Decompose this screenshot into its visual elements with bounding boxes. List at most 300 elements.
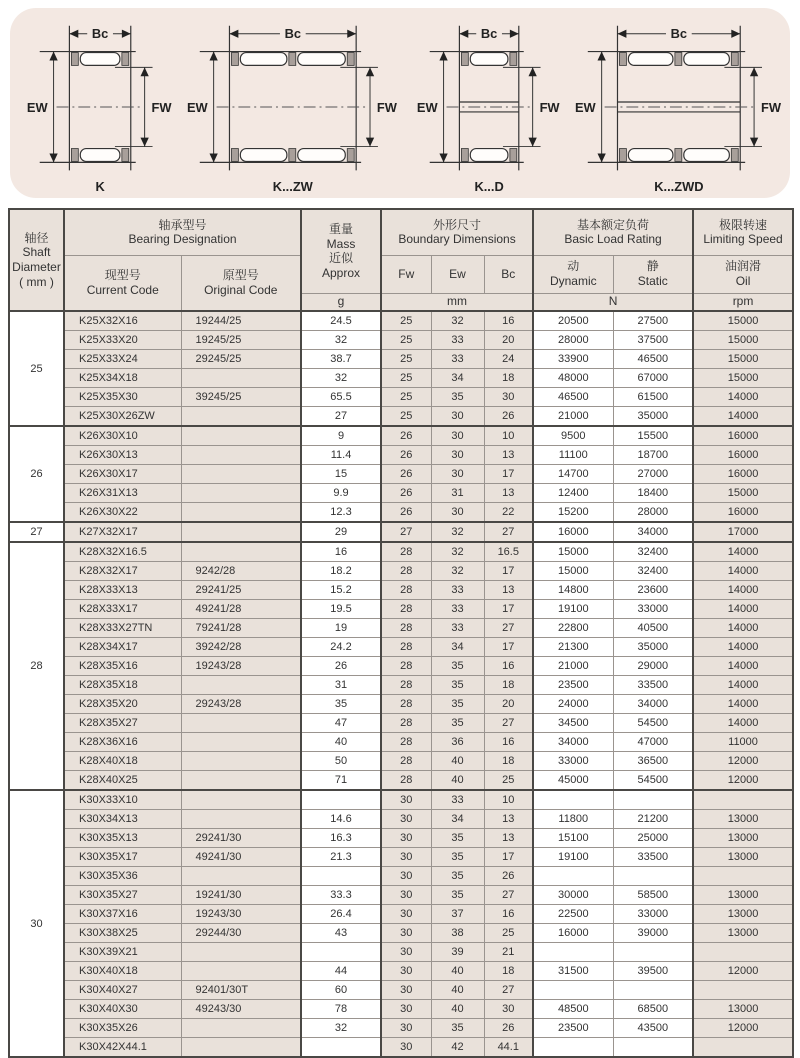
cell-limiting-speed: 14000 <box>693 638 793 657</box>
cell-ew: 40 <box>431 1000 484 1019</box>
table-row <box>9 676 793 695</box>
cell-bc: 13 <box>484 446 533 465</box>
cell-static-load: 33500 <box>613 676 693 695</box>
cell-limiting-speed: 14000 <box>693 676 793 695</box>
svg-text:Bc: Bc <box>91 26 109 42</box>
cell-bc: 16 <box>484 657 533 676</box>
cell-limiting-speed: 15000 <box>693 484 793 503</box>
cell-fw: 30 <box>381 1000 431 1019</box>
cell-static-load: 27000 <box>613 465 693 484</box>
cell-current-code: K25X35X30 <box>64 388 181 407</box>
cell-ew: 34 <box>431 638 484 657</box>
cell-fw: 26 <box>381 484 431 503</box>
cell-mass: 29 <box>301 522 381 542</box>
cell-current-code: K30X33X10 <box>64 790 181 810</box>
cell-original-code: 29244/30 <box>181 924 301 943</box>
cell-bc: 25 <box>484 771 533 791</box>
table-row <box>9 829 793 848</box>
cell-fw: 30 <box>381 905 431 924</box>
header-oil: 油润滑 Oil <box>693 255 793 293</box>
cell-mass: 50 <box>301 752 381 771</box>
cell-current-code: K27X32X17 <box>64 522 181 542</box>
cell-static-load: 21200 <box>613 810 693 829</box>
cell-fw: 28 <box>381 638 431 657</box>
cell-fw: 28 <box>381 657 431 676</box>
cell-mass: 38.7 <box>301 350 381 369</box>
header-boundary-dimensions: 外形尺寸 Boundary Dimensions <box>381 209 533 255</box>
cell-fw: 30 <box>381 1019 431 1038</box>
cell-dynamic-load: 31500 <box>533 962 613 981</box>
cell-limiting-speed: 13000 <box>693 829 793 848</box>
table-row <box>9 484 793 503</box>
cell-dynamic-load <box>533 790 613 810</box>
cell-fw: 25 <box>381 388 431 407</box>
cell-dynamic-load: 15000 <box>533 542 613 562</box>
table-row <box>9 886 793 905</box>
cell-ew: 35 <box>431 848 484 867</box>
header-ew: Ew <box>431 255 484 293</box>
cell-ew: 40 <box>431 962 484 981</box>
cell-ew: 33 <box>431 350 484 369</box>
cell-original-code: 19241/30 <box>181 886 301 905</box>
cell-ew: 34 <box>431 810 484 829</box>
cell-static-load: 33000 <box>613 905 693 924</box>
cell-mass: 12.3 <box>301 503 381 523</box>
cell-original-code <box>181 465 301 484</box>
cell-dynamic-load: 33900 <box>533 350 613 369</box>
cell-ew: 32 <box>431 542 484 562</box>
cell-bc: 17 <box>484 600 533 619</box>
cell-static-load: 58500 <box>613 886 693 905</box>
cell-dynamic-load: 9500 <box>533 426 613 446</box>
cell-ew: 30 <box>431 407 484 427</box>
table-row <box>9 1038 793 1058</box>
cell-limiting-speed: 14000 <box>693 600 793 619</box>
cell-dynamic-load: 12400 <box>533 484 613 503</box>
cell-bc: 22 <box>484 503 533 523</box>
cell-bc: 17 <box>484 465 533 484</box>
cell-dynamic-load: 30000 <box>533 886 613 905</box>
cell-static-load: 32400 <box>613 562 693 581</box>
cell-bc: 26 <box>484 1019 533 1038</box>
svg-text:K...D: K...D <box>474 179 504 195</box>
cell-limiting-speed: 15000 <box>693 331 793 350</box>
cell-static-load: 18700 <box>613 446 693 465</box>
cell-mass: 18.2 <box>301 562 381 581</box>
table-row <box>9 350 793 369</box>
cell-original-code <box>181 714 301 733</box>
cell-fw: 28 <box>381 733 431 752</box>
svg-text:FW: FW <box>539 99 560 115</box>
cell-limiting-speed: 14000 <box>693 542 793 562</box>
unit-rpm: rpm <box>693 293 793 311</box>
cell-dynamic-load: 23500 <box>533 1019 613 1038</box>
cell-dynamic-load: 11100 <box>533 446 613 465</box>
cell-original-code <box>181 369 301 388</box>
cell-bc: 16 <box>484 905 533 924</box>
cell-static-load: 33500 <box>613 848 693 867</box>
cell-original-code <box>181 771 301 791</box>
cell-limiting-speed <box>693 867 793 886</box>
cell-original-code <box>181 522 301 542</box>
cell-limiting-speed <box>693 943 793 962</box>
svg-text:Bc: Bc <box>284 26 302 42</box>
table-header <box>9 209 793 311</box>
cell-original-code: 49241/30 <box>181 848 301 867</box>
cell-original-code <box>181 446 301 465</box>
cell-original-code <box>181 810 301 829</box>
cell-dynamic-load: 20500 <box>533 311 613 331</box>
cell-limiting-speed <box>693 790 793 810</box>
cell-current-code: K30X35X17 <box>64 848 181 867</box>
bearing-diagram-kd <box>402 11 568 197</box>
cell-ew: 33 <box>431 600 484 619</box>
cell-original-code: 19243/28 <box>181 657 301 676</box>
cell-bc: 17 <box>484 562 533 581</box>
table-row <box>9 542 793 562</box>
cell-ew: 35 <box>431 676 484 695</box>
cell-mass: 27 <box>301 407 381 427</box>
cell-mass: 24.2 <box>301 638 381 657</box>
cell-bc: 18 <box>484 752 533 771</box>
cell-mass: 32 <box>301 369 381 388</box>
cell-fw: 25 <box>381 369 431 388</box>
cell-bc: 26 <box>484 867 533 886</box>
cell-static-load: 68500 <box>613 1000 693 1019</box>
cell-bc: 30 <box>484 388 533 407</box>
cell-original-code: 29241/25 <box>181 581 301 600</box>
cell-mass: 31 <box>301 676 381 695</box>
cell-ew: 39 <box>431 943 484 962</box>
cell-static-load: 54500 <box>613 771 693 791</box>
cell-current-code: K28X35X16 <box>64 657 181 676</box>
cell-limiting-speed: 14000 <box>693 407 793 427</box>
cell-bc: 24 <box>484 350 533 369</box>
cell-static-load: 39500 <box>613 962 693 981</box>
cell-bc: 13 <box>484 810 533 829</box>
cell-dynamic-load: 19100 <box>533 848 613 867</box>
cell-mass: 32 <box>301 331 381 350</box>
cell-static-load: 43500 <box>613 1019 693 1038</box>
cell-current-code: K25X30X26ZW <box>64 407 181 427</box>
svg-text:EW: EW <box>26 99 48 115</box>
cell-dynamic-load: 15200 <box>533 503 613 523</box>
cell-fw: 30 <box>381 867 431 886</box>
cell-bc: 18 <box>484 962 533 981</box>
cell-ew: 36 <box>431 733 484 752</box>
cell-ew: 40 <box>431 981 484 1000</box>
svg-text:K...ZW: K...ZW <box>273 179 314 195</box>
cell-current-code: K26X30X22 <box>64 503 181 523</box>
cell-original-code: 29241/30 <box>181 829 301 848</box>
cell-mass: 33.3 <box>301 886 381 905</box>
cell-bc: 18 <box>484 369 533 388</box>
cell-ew: 42 <box>431 1038 484 1058</box>
header-static: 静 Static <box>613 255 693 293</box>
cell-current-code: K30X37X16 <box>64 905 181 924</box>
cell-static-load: 32400 <box>613 542 693 562</box>
cell-fw: 25 <box>381 350 431 369</box>
cell-dynamic-load: 21000 <box>533 407 613 427</box>
cell-limiting-speed: 13000 <box>693 905 793 924</box>
cell-fw: 28 <box>381 771 431 791</box>
cell-mass: 47 <box>301 714 381 733</box>
cell-current-code: K28X34X17 <box>64 638 181 657</box>
cell-ew: 35 <box>431 829 484 848</box>
cell-original-code: 19244/25 <box>181 311 301 331</box>
cell-dynamic-load: 16000 <box>533 924 613 943</box>
cell-ew: 35 <box>431 867 484 886</box>
cell-fw: 25 <box>381 407 431 427</box>
cell-current-code: K28X33X13 <box>64 581 181 600</box>
cell-fw: 30 <box>381 1038 431 1058</box>
cell-original-code: 49243/30 <box>181 1000 301 1019</box>
cell-mass: 60 <box>301 981 381 1000</box>
header-dynamic: 动 Dynamic <box>533 255 613 293</box>
cell-bc: 10 <box>484 426 533 446</box>
table-row <box>9 562 793 581</box>
cell-current-code: K30X39X21 <box>64 943 181 962</box>
cell-mass: 71 <box>301 771 381 791</box>
cell-ew: 35 <box>431 1019 484 1038</box>
cell-bc: 10 <box>484 790 533 810</box>
cell-static-load: 33000 <box>613 600 693 619</box>
cell-mass: 19.5 <box>301 600 381 619</box>
cell-limiting-speed: 14000 <box>693 581 793 600</box>
cell-dynamic-load: 19100 <box>533 600 613 619</box>
cell-dynamic-load: 14700 <box>533 465 613 484</box>
svg-text:EW: EW <box>416 99 438 115</box>
cell-original-code: 92401/30T <box>181 981 301 1000</box>
bearing-diagram-k <box>12 11 178 197</box>
cell-limiting-speed: 13000 <box>693 810 793 829</box>
table-row <box>9 848 793 867</box>
cell-bc: 30 <box>484 1000 533 1019</box>
cell-current-code: K26X30X13 <box>64 446 181 465</box>
cell-current-code: K30X34X13 <box>64 810 181 829</box>
cell-mass: 26 <box>301 657 381 676</box>
cell-limiting-speed: 14000 <box>693 657 793 676</box>
cell-limiting-speed: 16000 <box>693 426 793 446</box>
cell-current-code: K30X35X36 <box>64 867 181 886</box>
cell-mass: 40 <box>301 733 381 752</box>
cell-dynamic-load <box>533 943 613 962</box>
header-current-code: 现型号 Current Code <box>64 255 181 311</box>
svg-text:EW: EW <box>575 99 596 115</box>
cell-limiting-speed: 14000 <box>693 695 793 714</box>
cell-fw: 26 <box>381 426 431 446</box>
cell-current-code: K25X33X20 <box>64 331 181 350</box>
cell-dynamic-load <box>533 981 613 1000</box>
cell-static-load: 27500 <box>613 311 693 331</box>
cell-dynamic-load: 48000 <box>533 369 613 388</box>
svg-text:Bc: Bc <box>480 26 498 42</box>
cell-original-code <box>181 542 301 562</box>
table-row <box>9 638 793 657</box>
table-row <box>9 905 793 924</box>
cell-current-code: K28X36X16 <box>64 733 181 752</box>
cell-limiting-speed: 16000 <box>693 446 793 465</box>
cell-ew: 34 <box>431 369 484 388</box>
header-mass: 重量 Mass 近似 Approx <box>301 209 381 293</box>
cell-static-load <box>613 867 693 886</box>
cell-limiting-speed: 15000 <box>693 311 793 331</box>
cell-current-code: K28X40X25 <box>64 771 181 791</box>
cell-current-code: K30X35X26 <box>64 1019 181 1038</box>
cell-mass: 16 <box>301 542 381 562</box>
table-row <box>9 600 793 619</box>
cell-static-load: 39000 <box>613 924 693 943</box>
cell-static-load: 37500 <box>613 331 693 350</box>
cell-dynamic-load: 48500 <box>533 1000 613 1019</box>
cell-original-code: 9242/28 <box>181 562 301 581</box>
table-row <box>9 733 793 752</box>
cell-current-code: K30X40X30 <box>64 1000 181 1019</box>
cell-original-code <box>181 1019 301 1038</box>
cell-ew: 35 <box>431 657 484 676</box>
cell-limiting-speed: 14000 <box>693 619 793 638</box>
cell-static-load: 15500 <box>613 426 693 446</box>
cell-limiting-speed: 13000 <box>693 886 793 905</box>
cell-bc: 16.5 <box>484 542 533 562</box>
cell-dynamic-load: 21300 <box>533 638 613 657</box>
cell-mass: 16.3 <box>301 829 381 848</box>
cell-original-code: 79241/28 <box>181 619 301 638</box>
cell-dynamic-load: 33000 <box>533 752 613 771</box>
cell-dynamic-load: 21000 <box>533 657 613 676</box>
cell-current-code: K30X42X44.1 <box>64 1038 181 1058</box>
cell-dynamic-load <box>533 867 613 886</box>
cell-static-load <box>613 943 693 962</box>
cell-limiting-speed <box>693 1038 793 1058</box>
cell-current-code: K26X31X13 <box>64 484 181 503</box>
cell-fw: 26 <box>381 503 431 523</box>
cell-current-code: K28X40X18 <box>64 752 181 771</box>
table-row <box>9 771 793 791</box>
cell-ew: 40 <box>431 771 484 791</box>
table-row <box>9 1019 793 1038</box>
table-row <box>9 465 793 484</box>
bearing-diagram-kzwd <box>568 11 788 197</box>
cell-static-load: 23600 <box>613 581 693 600</box>
cell-current-code: K28X33X27TN <box>64 619 181 638</box>
table-row <box>9 522 793 542</box>
cell-bc: 27 <box>484 522 533 542</box>
cell-fw: 30 <box>381 943 431 962</box>
cell-ew: 35 <box>431 714 484 733</box>
header-basic-load-rating: 基本额定负荷 Basic Load Rating <box>533 209 693 255</box>
cell-bc: 17 <box>484 848 533 867</box>
cell-ew: 32 <box>431 522 484 542</box>
cell-dynamic-load: 34000 <box>533 733 613 752</box>
cell-static-load: 46500 <box>613 350 693 369</box>
cell-shaft-diameter: 26 <box>9 426 64 522</box>
table-row <box>9 943 793 962</box>
table-row <box>9 1000 793 1019</box>
cell-fw: 30 <box>381 848 431 867</box>
cell-dynamic-load: 15000 <box>533 562 613 581</box>
table-row <box>9 695 793 714</box>
cell-fw: 28 <box>381 676 431 695</box>
cell-ew: 35 <box>431 388 484 407</box>
cell-mass: 44 <box>301 962 381 981</box>
cell-fw: 28 <box>381 600 431 619</box>
cell-fw: 30 <box>381 981 431 1000</box>
cell-bc: 25 <box>484 924 533 943</box>
cell-current-code: K25X34X18 <box>64 369 181 388</box>
cell-ew: 32 <box>431 562 484 581</box>
cell-current-code: K26X30X17 <box>64 465 181 484</box>
cell-static-load: 25000 <box>613 829 693 848</box>
header-fw: Fw <box>381 255 431 293</box>
cell-dynamic-load <box>533 1038 613 1058</box>
cell-limiting-speed: 15000 <box>693 350 793 369</box>
cell-original-code: 29243/28 <box>181 695 301 714</box>
table-row <box>9 981 793 1000</box>
cell-mass: 11.4 <box>301 446 381 465</box>
svg-text:FW: FW <box>151 99 172 115</box>
cell-ew: 33 <box>431 331 484 350</box>
cell-mass: 14.6 <box>301 810 381 829</box>
cell-static-load <box>613 981 693 1000</box>
cell-original-code <box>181 426 301 446</box>
cell-static-load: 40500 <box>613 619 693 638</box>
cell-mass: 15 <box>301 465 381 484</box>
cell-limiting-speed: 13000 <box>693 1000 793 1019</box>
cell-fw: 25 <box>381 311 431 331</box>
cell-mass: 9.9 <box>301 484 381 503</box>
cell-dynamic-load: 34500 <box>533 714 613 733</box>
cell-mass: 78 <box>301 1000 381 1019</box>
cell-mass <box>301 1038 381 1058</box>
cell-current-code: K30X38X25 <box>64 924 181 943</box>
header-original-code: 原型号 Original Code <box>181 255 301 311</box>
table-row <box>9 446 793 465</box>
cell-original-code <box>181 733 301 752</box>
cell-original-code <box>181 790 301 810</box>
cell-ew: 33 <box>431 581 484 600</box>
cell-original-code <box>181 867 301 886</box>
cell-static-load: 34000 <box>613 522 693 542</box>
unit-newton: N <box>533 293 693 311</box>
cell-bc: 44.1 <box>484 1038 533 1058</box>
table-row <box>9 311 793 331</box>
table-row <box>9 407 793 427</box>
cell-mass: 15.2 <box>301 581 381 600</box>
cell-original-code <box>181 503 301 523</box>
cell-current-code: K30X35X27 <box>64 886 181 905</box>
cell-fw: 28 <box>381 714 431 733</box>
cell-limiting-speed: 15000 <box>693 369 793 388</box>
cell-limiting-speed: 16000 <box>693 465 793 484</box>
cell-ew: 30 <box>431 446 484 465</box>
cell-mass: 19 <box>301 619 381 638</box>
cell-bc: 27 <box>484 619 533 638</box>
table-row <box>9 962 793 981</box>
cell-ew: 35 <box>431 695 484 714</box>
cell-bc: 27 <box>484 981 533 1000</box>
cell-mass: 32 <box>301 1019 381 1038</box>
cell-fw: 30 <box>381 790 431 810</box>
cell-original-code: 19245/25 <box>181 331 301 350</box>
svg-text:FW: FW <box>377 99 398 115</box>
cell-static-load: 36500 <box>613 752 693 771</box>
cell-current-code: K25X32X16 <box>64 311 181 331</box>
cell-dynamic-load: 22500 <box>533 905 613 924</box>
cell-static-load: 28000 <box>613 503 693 523</box>
table-row <box>9 619 793 638</box>
table-row <box>9 426 793 446</box>
